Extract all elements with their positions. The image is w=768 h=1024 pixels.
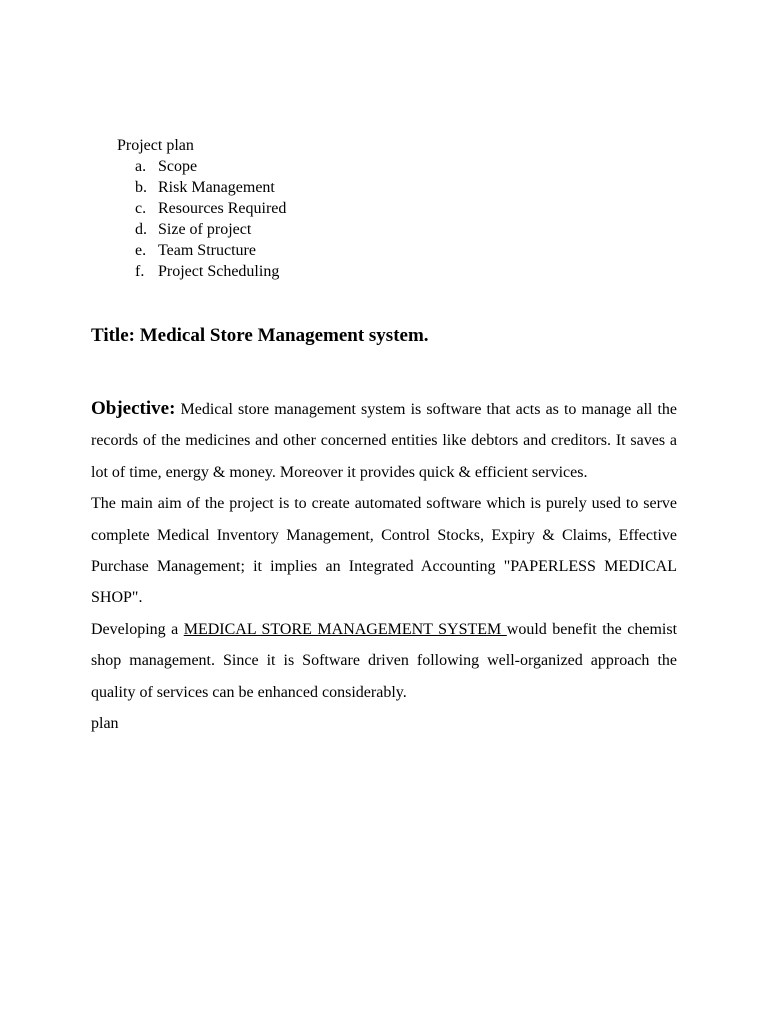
outline-heading: Project plan xyxy=(117,137,194,154)
outline-marker: f. xyxy=(135,263,145,280)
aim-paragraph: The main aim of the project is to create automated software which is purely used to serve complete Medical Inventory Management, Control Stocks, Expiry & Claims, Effective Purchase Management; it implies an Integrated Accounting "PAPERLESS MEDICAL SHOP". xyxy=(91,495,677,607)
outline-marker: b. xyxy=(135,179,147,196)
benefit-paragraph xyxy=(91,614,677,708)
document-title: Title: Medical Store Management system. xyxy=(91,325,429,346)
benefit-text-before: Developing a xyxy=(91,620,184,638)
outline-item-label: Team Structure xyxy=(158,242,256,259)
outline-marker: e. xyxy=(135,242,147,259)
outline-marker: a. xyxy=(135,158,147,175)
outline-item-project-scheduling xyxy=(117,261,286,282)
benefit-text-after: would benefit the chemist shop management. Since it is Software driven following well-organized approach the quality of services can be enhanced considerably. xyxy=(91,620,678,701)
outline-item-label: Risk Management xyxy=(158,179,275,196)
objective-paragraph xyxy=(91,393,677,488)
outline-item-label: Resources Required xyxy=(158,200,287,217)
outline-item-risk-management xyxy=(117,177,286,198)
objective-text: Medical store management system is software that acts as to manage all the records of the medicines and other concerned entities like debtors and creditors. It saves a lot of time, energy & money. Moreover it provides quick & efficient services. xyxy=(91,401,677,481)
outline-item-label: Size of project xyxy=(158,221,252,238)
outline-marker: d. xyxy=(135,221,147,238)
outline-item-resources-required xyxy=(117,198,286,219)
underlined-system-name: MEDICAL STORE MANAGEMENT SYSTEM xyxy=(183,620,507,638)
outline-list xyxy=(117,156,286,282)
outline-item-team-structure xyxy=(117,240,286,261)
project-plan-outline xyxy=(117,135,286,282)
outline-marker: c. xyxy=(135,200,147,217)
body-text xyxy=(91,393,677,739)
trailing-word: plan xyxy=(91,715,119,733)
outline-item-label: Scope xyxy=(158,158,198,175)
objective-label: Objective: xyxy=(91,398,176,419)
outline-item-label: Project Scheduling xyxy=(158,263,280,280)
outline-item-size-of-project xyxy=(117,219,286,240)
outline-item-scope xyxy=(117,156,286,177)
